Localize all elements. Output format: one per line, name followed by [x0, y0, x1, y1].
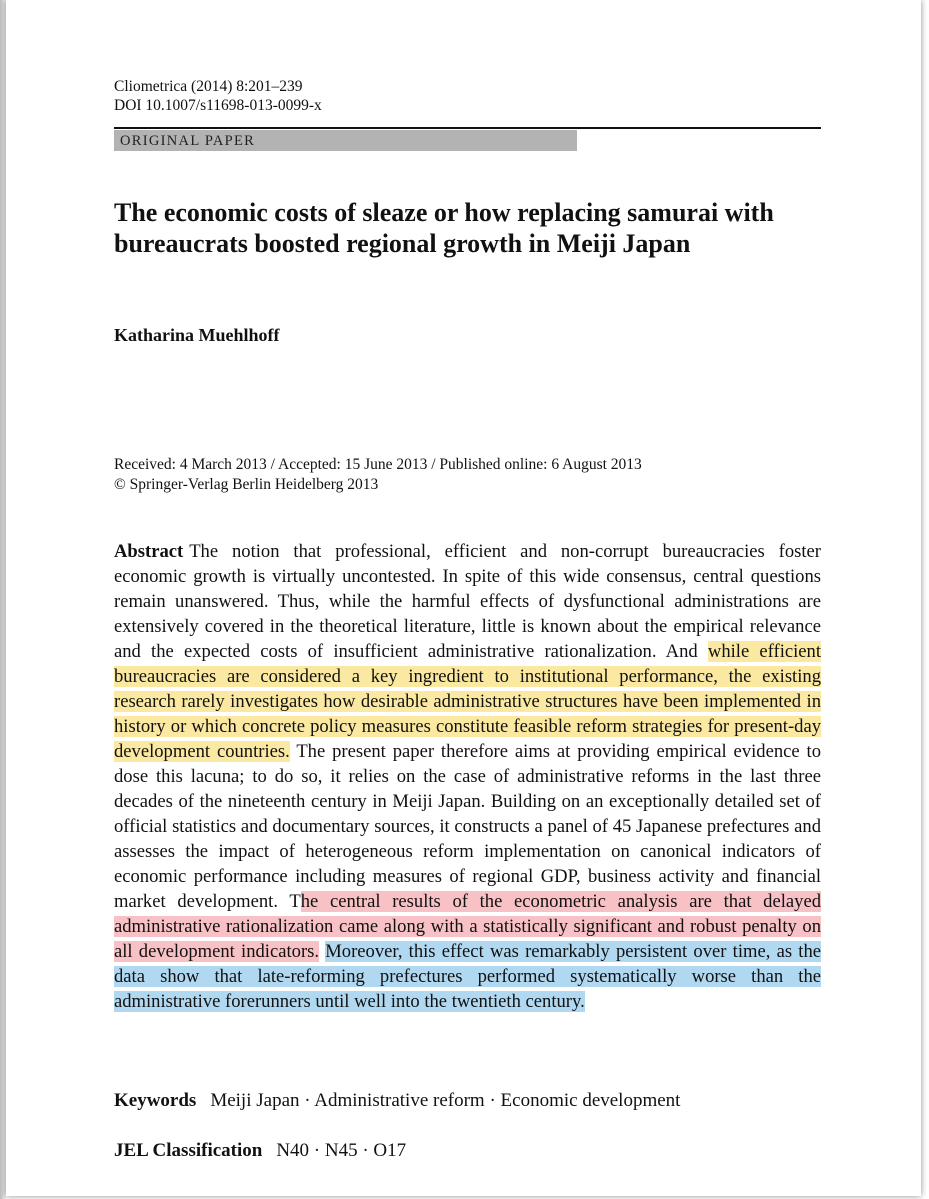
received-dates: Received: 4 March 2013 / Accepted: 15 June 2013 / Published online: 6 August 2013	[114, 456, 642, 473]
highlight-blue: Moreover, this effect was remarkably persistent over time, as the data show that late-reforming prefectures performed systematically worse than the administrative forerunners until well into the twentieth century.	[114, 941, 822, 1012]
highlight-red: he central results of the econometric analysis are that delayed administrative rationalization came along with a statistically significant and robust penalty on all development indicators.	[114, 891, 821, 962]
paper-title: The economic costs of sleaze or how replacing samurai with bureaucrats boosted regional growth in Meiji Japan	[114, 198, 774, 258]
abstract-text-2: The present paper therefore aims at providing empirical evidence to dose this lacuna; to do so, it relies on the case of administrative reforms in the last three decades of the nineteenth century in Meiji Japan. Building on an exceptionally detailed set of official statistics and documentary sources, it constructs a panel of 45 Japanese prefectures and assesses the impact of heterogeneous reform implementation on canonical indicators of economic performance including measures of regional GDP, business activity and financial market development. T	[114, 741, 821, 912]
jel-value: N40 · N45 · O17	[276, 1140, 407, 1161]
keywords	[114, 1090, 680, 1112]
journal-doi: DOI 10.1007/s11698-013-0099-x	[114, 97, 322, 114]
journal-citation: Cliometrica (2014) 8:201–239	[114, 78, 303, 95]
journal-info	[114, 77, 322, 115]
copyright-line: © Springer-Verlag Berlin Heidelberg 2013	[114, 476, 379, 493]
publication-dates	[114, 455, 642, 495]
jel-label: JEL Classification	[114, 1140, 263, 1161]
keywords-label: Keywords	[114, 1090, 197, 1111]
jel-classification	[114, 1140, 406, 1162]
author-name: Katharina Muehlhoff	[114, 325, 280, 345]
abstract-text-1: The notion that professional, efficient and non-corrupt bureaucracies foster economic growth is virtually uncontested. In spite of this wide consensus, central questions remain unanswered. Thus, while the harmful effects of dysfunctional administrations are extensively covered in the theoretical literature, little is known about the empirical relevance and the expected costs of insufficient administrative rationalization. And	[114, 541, 821, 662]
abstract-label: Abstract	[114, 541, 184, 562]
paper-type-label: ORIGINAL PAPER	[114, 130, 577, 151]
highlight-yellow: while efficient bureaucracies are considered a key ingredient to institutional performance, the existing research rarely investigates how desirable administrative structures have been implemented in history or which concrete policy measures constitute feasible reform strategies for present-day development countries.	[114, 641, 822, 762]
header-rule	[114, 127, 821, 129]
keywords-value: Meiji Japan · Administrative reform · Economic development	[210, 1090, 681, 1111]
abstract	[114, 539, 821, 1014]
